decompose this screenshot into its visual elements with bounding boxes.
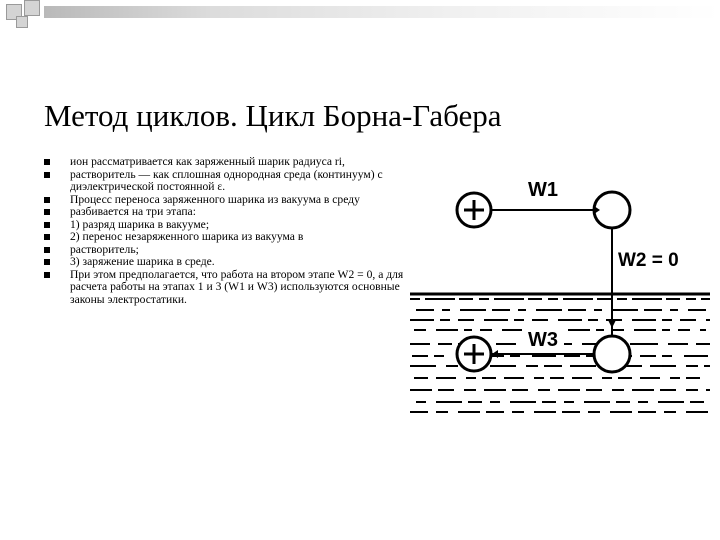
neutral-sphere-icon [594, 336, 630, 372]
decorative-header [0, 0, 720, 24]
bullet-item: 2) перенос незаряженного шарика из вакуума в [44, 231, 404, 244]
bullet-item: 1) разряд шарика в вакууме; [44, 219, 404, 232]
bullet-list [44, 156, 404, 306]
w1-label: W1 [528, 179, 558, 201]
w3-label: W3 [528, 329, 558, 351]
bullet-item: растворитель — как сплошная однородная среда (континуум) с диэлектрической постоянной ε. [44, 169, 404, 194]
bullet-item: При этом предполагается, что работа на втором этапе W2 = 0, а для расчета работы на этапах 1 и 3 (W1 и W3) используются основные законы электростатики. [44, 269, 404, 307]
square-bullet-icon [44, 172, 50, 178]
bullet-item: 3) заряжение шарика в среде. [44, 256, 404, 269]
header-gradient-strip [44, 6, 720, 18]
square-bullet-icon [44, 209, 50, 215]
square-bullet-icon [44, 197, 50, 203]
w2-label: W2 = 0 [618, 250, 679, 271]
slide-title: Метод циклов. Цикл Борна-Габера [44, 98, 502, 133]
bullet-item: Процесс переноса заряженного шарика из вакуума в среду [44, 194, 404, 207]
square-bullet-icon [44, 222, 50, 228]
bullet-item: разбивается на три этапа: [44, 206, 404, 219]
square-bullet-icon [44, 159, 50, 165]
decor-square [24, 0, 40, 16]
arrow-head-icon [608, 320, 616, 328]
plus-charge-icon [457, 193, 491, 227]
bullet-item: ион рассматривается как заряженный шарик радиуса ri, [44, 156, 404, 169]
square-bullet-icon [44, 234, 50, 240]
bullet-item: растворитель; [44, 244, 404, 257]
decor-square [16, 16, 28, 28]
square-bullet-icon [44, 259, 50, 265]
square-bullet-icon [44, 247, 50, 253]
born-haber-diagram [410, 168, 710, 433]
square-bullet-icon [44, 272, 50, 278]
plus-charge-icon [457, 337, 491, 371]
